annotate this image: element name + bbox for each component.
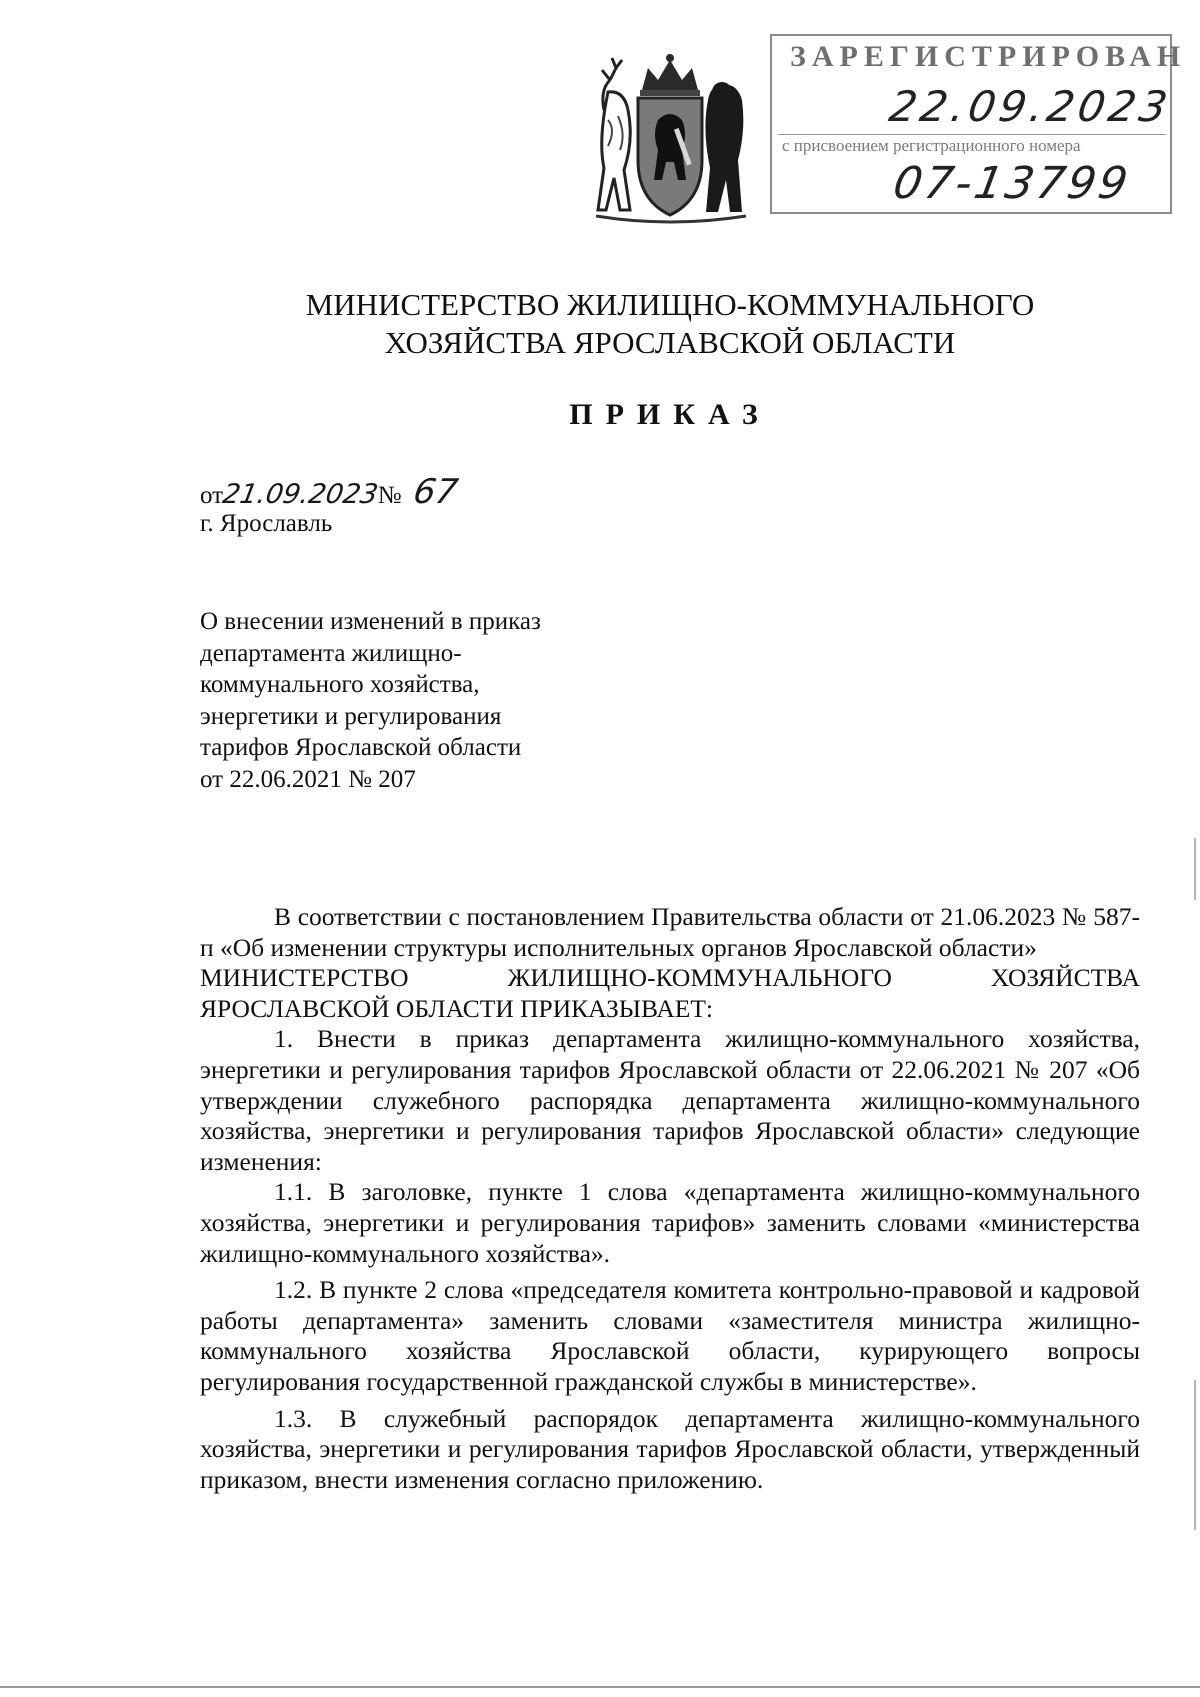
scan-edge-mark	[1194, 838, 1196, 900]
stamp-title: ЗАРЕГИСТРИРОВАН	[790, 40, 1187, 73]
order-body	[200, 902, 1140, 1495]
from-label: от	[200, 482, 224, 509]
order-subject	[200, 606, 541, 795]
subject-line: энергетики и регулирования	[200, 702, 502, 730]
item-1-2-paragraph: 1.2. В пункте 2 слова «председателя комитета контрольно-правовой и кадровой работы департамента» заменить словами «заместителя министра жилищно-коммунального хозяйства Ярославской области, курирующего вопросы регулирования государственной гражданской службы в министерстве».	[200, 1275, 1140, 1396]
number-label: №	[377, 482, 402, 509]
city: г. Ярославль	[200, 510, 333, 537]
stamp-number: 07-13799	[889, 158, 1135, 209]
subject-line: тарифов Ярославской области	[200, 734, 522, 761]
orders-line: МИНИСТЕРСТВО ЖИЛИЩНО-КОММУНАЛЬНОГО ХОЗЯЙСТВА ЯРОСЛАВСКОЙ ОБЛАСТИ ПРИКАЗЫВАЕТ:	[200, 963, 1140, 1023]
order-date: 21.09.2023	[220, 479, 381, 510]
subject-line: департамента жилищно-	[200, 639, 462, 667]
item-1-1-paragraph: 1.1. В заголовке, пункте 1 слова «департамента жилищно-коммунального хозяйства, энергетики и регулирования тарифов» заменить словами «министерства жилищно-коммунального хозяйства».	[200, 1177, 1140, 1268]
item-1-paragraph: 1. Внести в приказ департамента жилищно-коммунального хозяйства, энергетики и регулирования тарифов Ярославской области от 22.06.2021 № 207 «Об утверждении служебного распорядка департамента жилищно-коммунального хозяйства, энергетики и регулирования тарифов Ярославской области» следующие изменения:	[200, 1024, 1140, 1176]
scan-edge-mark	[1194, 1380, 1196, 1530]
stamp-date: 22.09.2023	[885, 82, 1175, 131]
page-bottom-rule	[0, 1686, 1200, 1688]
document-type: ПРИКАЗ	[569, 398, 771, 431]
order-date-line	[200, 472, 461, 512]
stamp-subtitle: с присвоением регистрационного номера	[782, 136, 1081, 155]
subject-line: коммунального хозяйства,	[200, 671, 480, 698]
yaroslavl-coat-of-arms-icon	[590, 50, 750, 230]
preamble-paragraph: В соответствии с постановлением Правительства области от 21.06.2023 № 587-п «Об изменении структуры исполнительных органов Ярославской области»	[200, 902, 1140, 962]
item-1-3-paragraph: 1.3. В служебный распорядок департамента жилищно-коммунального хозяйства, энергетики и регулирования тарифов Ярославской области, утвержденный приказом, внести изменения согласно приложению.	[200, 1403, 1140, 1494]
order-number: 67	[410, 472, 461, 512]
registration-stamp	[770, 34, 1187, 214]
stamp-divider	[778, 134, 1166, 135]
ministry-title-line1: МИНИСТЕРСТВО ЖИЛИЩНО-КОММУНАЛЬНОГО	[305, 287, 1035, 322]
ministry-title-line2: ХОЗЯЙСТВА ЯРОСЛАВСКОЙ ОБЛАСТИ	[384, 325, 956, 360]
subject-line: О внесении изменений в приказ	[200, 608, 541, 635]
subject-line: от 22.06.2021 № 207	[200, 765, 416, 793]
ministry-title	[0, 286, 1200, 362]
